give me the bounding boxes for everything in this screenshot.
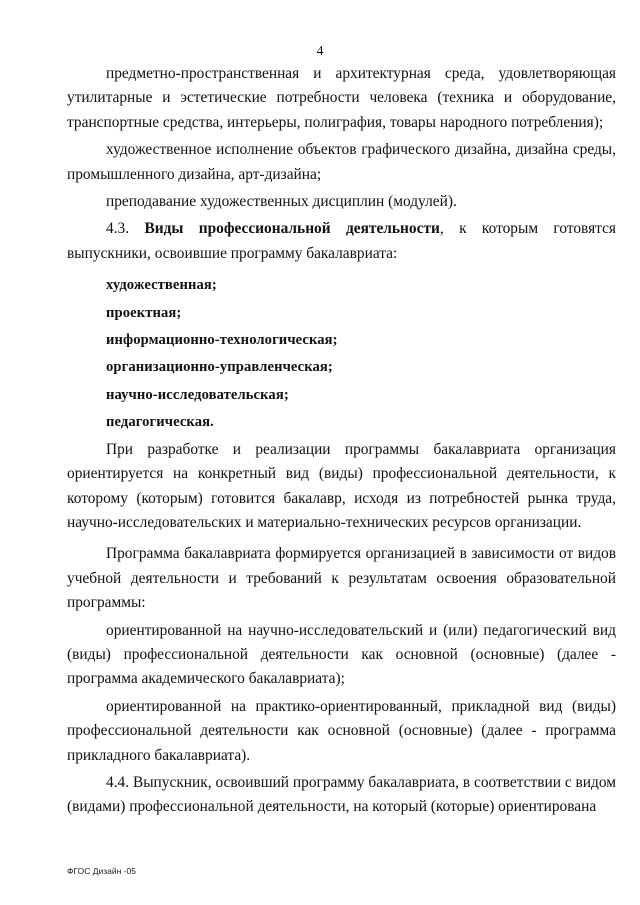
section-text: , к которым готовятся выпускники, освоившие программу бакалавриата: <box>67 220 616 262</box>
activity-item: научно-исследовательская; <box>106 386 289 403</box>
paragraph-environment: предметно-пространственная и архитектурная среда, удовлетворяющая утилитарные и эстетические потребности человека (техника и оборудование, транспортные средства, интерьеры, полиграфия, товары народного потребления); <box>67 65 616 131</box>
paragraph-teaching: преподавание художественных дисциплин (модулей). <box>106 193 457 211</box>
section-heading-bold: Виды профессиональной деятельности <box>144 220 440 238</box>
section-4-4: 4.4. Выпускник, освоивший программу бакалавриата, в соответствии с видом (видами) профессиональной деятельности, на который (которые) ориентирована <box>67 773 616 816</box>
paragraph-orientation: При разработке и реализации программы бакалавриата организация ориентируется на конкретный вид (виды) профессиональной деятельности, к которому (которым) готовится бакалавр, исходя из потребностей рынка труда, научно-исследовательских и материально-технических ресурсов организации. <box>67 440 616 531</box>
section-number: 4.3. <box>106 220 130 238</box>
paragraph-art-execution: художественное исполнение объектов графического дизайна, дизайна среды, промышленного дизайна, арт-дизайна; <box>67 141 616 183</box>
footer-label: ФГОС Дизайн -05 <box>67 866 136 876</box>
paragraph-academic-bachelor: ориентированной на научно-исследовательский и (или) педагогический вид (виды) профессиональной деятельности как основной (основные) (далее - программа академического бакалавриата); <box>67 621 616 688</box>
activity-item: художественная; <box>106 277 217 294</box>
page-number: 4 <box>316 44 324 59</box>
paragraph-program-formation: Программа бакалавриата формируется организацией в зависимости от видов учебной деятельности и требований к результатам освоения образовательной программы: <box>67 545 616 612</box>
activity-item: педагогическая. <box>106 414 214 431</box>
document-body <box>67 62 616 823</box>
section-4-3 <box>67 217 616 266</box>
paragraph-applied-bachelor: ориентированной на практико-ориентированный, прикладной вид (виды) профессиональной деятельности как основной (основные) (далее - программа прикладного бакалавриата). <box>67 697 616 764</box>
activity-item: организационно-управленческая; <box>106 359 333 376</box>
activity-item: информационно-технологическая; <box>106 332 338 349</box>
activity-item: проектная; <box>106 304 182 321</box>
